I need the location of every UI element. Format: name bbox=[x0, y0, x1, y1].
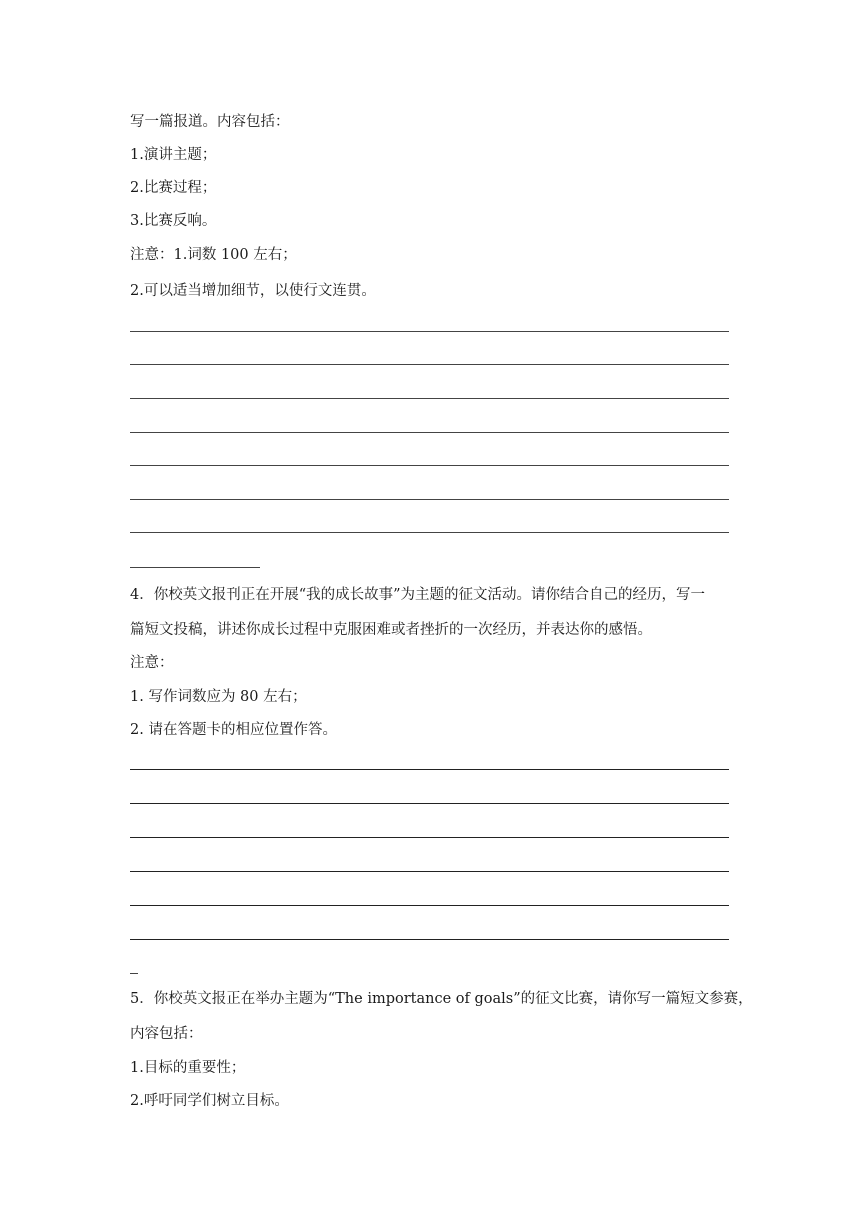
answer-line[interactable] bbox=[130, 532, 729, 533]
instruction-line: 写一篇报道。内容包括： bbox=[130, 114, 290, 130]
answer-line-short[interactable] bbox=[130, 567, 260, 568]
content-item: 2.呼吁同学们树立目标。 bbox=[130, 1093, 289, 1109]
answer-line-short[interactable] bbox=[130, 973, 138, 974]
instruction-line: 注意：1.词数 100 左右； bbox=[130, 247, 297, 263]
question-4-text: 4．你校英文报刊正在开展“我的成长故事”为主题的征文活动。请你结合自己的经历，写一 bbox=[130, 587, 706, 603]
answer-line[interactable] bbox=[130, 432, 729, 433]
answer-line[interactable] bbox=[130, 769, 729, 770]
instruction-line: 3.比赛反响。 bbox=[130, 213, 217, 229]
answer-line[interactable] bbox=[130, 331, 729, 332]
answer-line[interactable] bbox=[130, 465, 729, 466]
content-item: 1.目标的重要性； bbox=[130, 1060, 246, 1076]
instruction-line: 1.演讲主题； bbox=[130, 147, 217, 163]
answer-line[interactable] bbox=[130, 398, 729, 399]
answer-line[interactable] bbox=[130, 803, 729, 804]
note-item: 1. 写作词数应为 80 左右； bbox=[130, 689, 307, 705]
note-item: 2. 请在答题卡的相应位置作答。 bbox=[130, 722, 337, 738]
question-5-text: 5．你校英文报正在举办主题为“The importance of goals”的征文比赛，请你写一篇短文参赛， bbox=[130, 991, 753, 1007]
answer-line[interactable] bbox=[130, 939, 729, 940]
answer-line[interactable] bbox=[130, 905, 729, 906]
note-label: 注意： bbox=[130, 655, 174, 671]
question-4-text: 篇短文投稿，讲述你成长过程中克服困难或者挫折的一次经历，并表达你的感悟。 bbox=[130, 622, 652, 638]
question-5-text: 内容包括： bbox=[130, 1026, 203, 1042]
answer-line[interactable] bbox=[130, 837, 729, 838]
answer-line[interactable] bbox=[130, 499, 729, 500]
instruction-line: 2.可以适当增加细节，以使行文连贯。 bbox=[130, 283, 376, 299]
answer-line[interactable] bbox=[130, 871, 729, 872]
instruction-line: 2.比赛过程； bbox=[130, 180, 217, 196]
answer-line[interactable] bbox=[130, 364, 729, 365]
